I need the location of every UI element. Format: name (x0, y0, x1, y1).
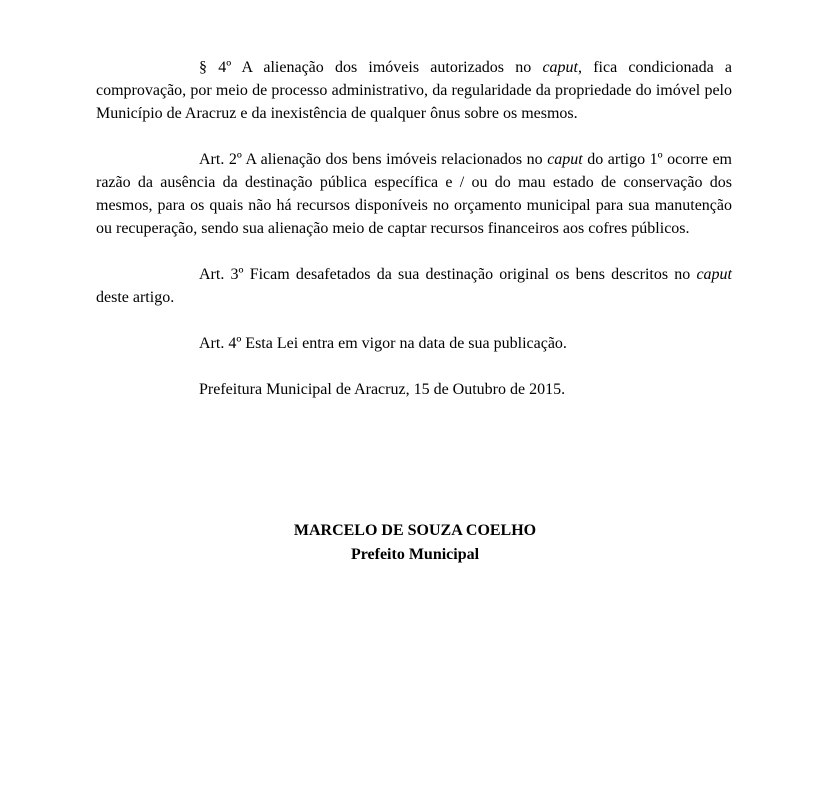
paragraph-text: Art. 3º Ficam desafetados da sua destinação original os bens descritos no (199, 266, 697, 283)
signatory-title: Prefeito Municipal (350, 546, 480, 563)
paragraph-text: Art. 2º A alienação dos bens imóveis relacionados no (199, 151, 548, 168)
paragraph-text: do artigo 1º ocorre em razão da ausência da destinação pública específica e / ou do mau estado de conservação dos mesmos, para os quais não há recursos disponíveis no orçamento municipal para sua manutenção ou recuperação, sendo sua alienação meio de captar recursos financeiros aos cofres públicos. (96, 151, 732, 237)
signatory-name: MARCELO DE SOUZA COELHO (293, 522, 537, 539)
article-3 (96, 263, 732, 309)
italic-term: caput (542, 59, 578, 76)
document-body (96, 56, 732, 424)
signature-block (0, 519, 830, 567)
article-4: Art. 4º Esta Lei entra em vigor na data de sua publicação. (199, 335, 567, 352)
italic-term: caput (696, 266, 732, 283)
paragraph-text: § 4º A alienação dos imóveis autorizados no (199, 59, 543, 76)
paragraph-text: deste artigo. (96, 289, 175, 306)
paragraph-4-sale-condition (96, 56, 732, 125)
place-and-date: Prefeitura Municipal de Aracruz, 15 de Outubro de 2015. (199, 381, 566, 398)
paragraph-text: , fica condicionada a comprovação, por meio de processo administrativo, da regularidade da propriedade do imóvel pelo Município de Aracruz e da inexistência de qualquer ônus sobre os mesmos. (96, 59, 732, 122)
italic-term: caput (547, 151, 583, 168)
article-2 (96, 148, 732, 240)
